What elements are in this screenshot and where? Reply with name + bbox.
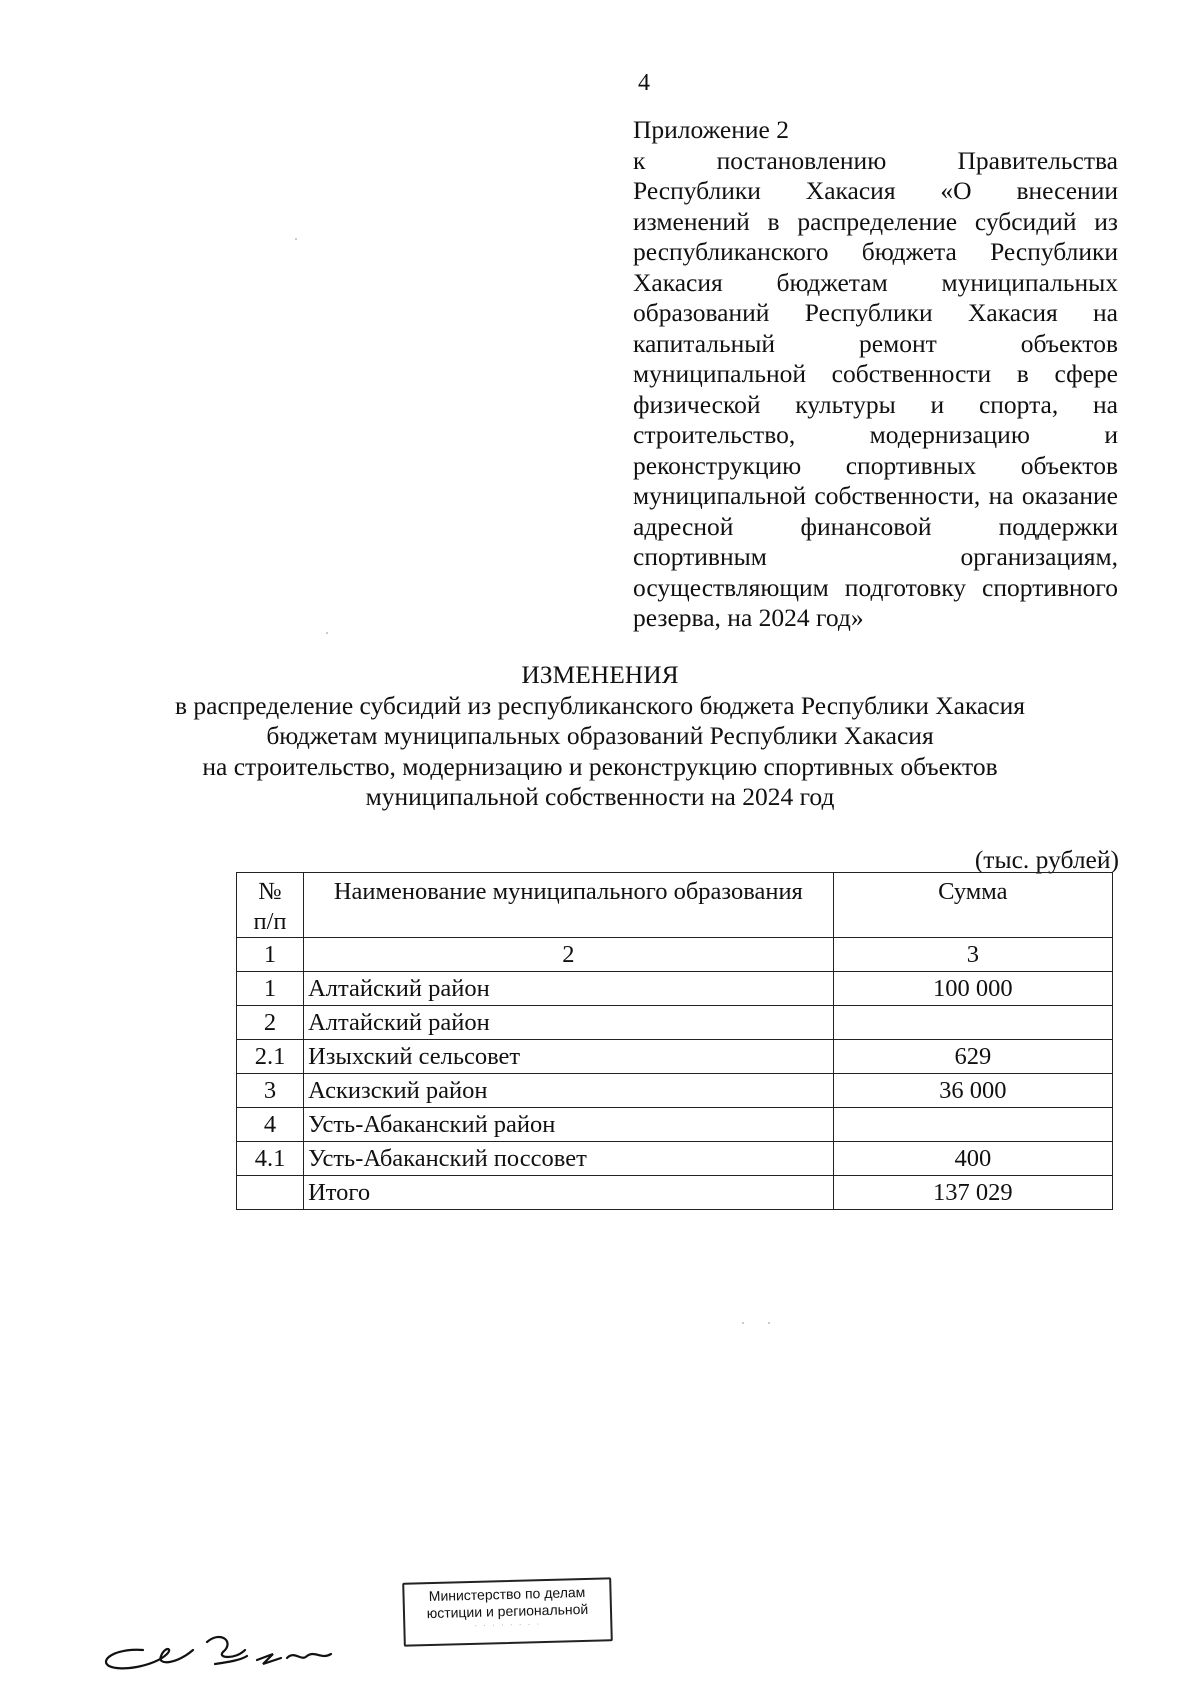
row-name: Усть-Абаканский район	[304, 1108, 834, 1142]
table-row	[237, 972, 1113, 1006]
table-row	[237, 1074, 1113, 1108]
scan-speck	[742, 1322, 744, 1324]
units-label: (тыс. рублей)	[974, 845, 1119, 874]
index-cell: 3	[833, 938, 1112, 972]
row-number: 2	[237, 1006, 304, 1040]
row-sum: 629	[833, 1040, 1112, 1074]
table-row	[237, 1006, 1113, 1040]
row-number	[237, 1176, 304, 1210]
row-sum	[833, 1006, 1112, 1040]
page-number: 4	[638, 70, 650, 96]
index-cell: 2	[304, 938, 834, 972]
row-sum: 400	[833, 1142, 1112, 1176]
row-number: 4	[237, 1108, 304, 1142]
row-name: Усть-Абаканский поссовет	[304, 1142, 834, 1176]
appendix-block	[633, 115, 1118, 634]
scan-speck	[326, 632, 328, 634]
header-number-line2: п/п	[253, 908, 287, 935]
stamp-line: юстиции и региональной	[426, 1600, 589, 1622]
ministry-stamp	[402, 1577, 613, 1646]
appendix-title: Приложение 2	[633, 115, 789, 144]
heading-line: в распределение субсидий из республиканского бюджета Республики Хакасия	[175, 690, 1025, 720]
table-header-row	[237, 873, 1113, 938]
header-name: Наименование муниципального образования	[304, 873, 834, 938]
row-name: Итого	[304, 1176, 834, 1210]
row-sum: 36 000	[833, 1074, 1112, 1108]
row-number: 4.1	[237, 1142, 304, 1176]
table-row	[237, 1040, 1113, 1074]
row-number: 2.1	[237, 1040, 304, 1074]
header-sum: Сумма	[833, 873, 1112, 938]
row-name: Алтайский район	[304, 1006, 834, 1040]
heading-line: муниципальной собственности на 2024 год	[365, 782, 835, 811]
scan-speck	[295, 238, 297, 240]
header-number	[237, 873, 304, 938]
row-number: 3	[237, 1074, 304, 1108]
stamp-line: Министерство по делам	[428, 1583, 586, 1605]
row-sum	[833, 1108, 1112, 1142]
table-total-row	[237, 1176, 1113, 1210]
table-row	[237, 1142, 1113, 1176]
row-name: Аскизский район	[304, 1074, 834, 1108]
row-name: Изыхский сельсовет	[304, 1040, 834, 1074]
table-index-row	[237, 938, 1113, 972]
row-sum: 137 029	[833, 1176, 1112, 1210]
appendix-text: к постановлению Правительства Республики Хакасия «О внесении изменений в распределение субсидий из республиканского бюджета Республики Хакасия бюджетам муниципальных образований Республики Хакасия на капитальный ремонт объектов муниципальной собственности в сфере физической культуры и спорта, на строительство, модернизацию и реконструкцию спортивных объектов муниципальной собственности, на оказание адресной финансовой поддержки спортивным организациям, осуществляющим подготовку спортивного резерва, на 2024 год»	[633, 145, 1118, 632]
row-name: Алтайский район	[304, 972, 834, 1006]
row-number: 1	[237, 972, 304, 1006]
scan-speck	[768, 1322, 770, 1324]
index-cell: 1	[237, 938, 304, 972]
handwritten-signature	[95, 1620, 365, 1680]
header-number-line1: №	[258, 878, 282, 905]
table-row	[237, 1108, 1113, 1142]
subsidy-table	[236, 872, 1113, 1210]
heading-line: бюджетам муниципальных образований Республики Хакасия	[266, 721, 934, 750]
stamp-faded-line: · · · · · · · ·	[474, 1619, 542, 1630]
heading-title: ИЗМЕНЕНИЯ	[521, 660, 679, 689]
row-sum: 100 000	[833, 972, 1112, 1006]
document-heading	[150, 660, 1050, 813]
heading-line: на строительство, модернизацию и реконструкцию спортивных объектов	[202, 751, 998, 781]
